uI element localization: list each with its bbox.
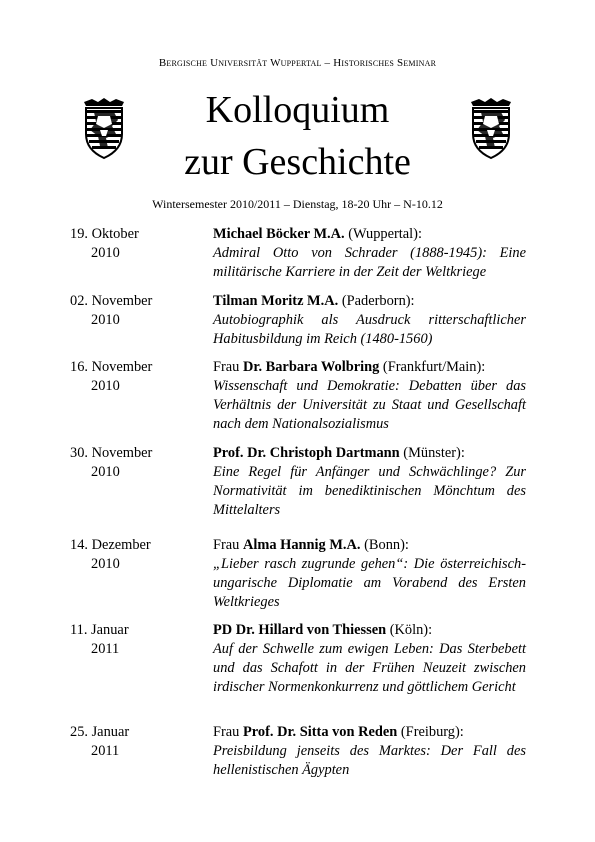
lecture-date bbox=[70, 621, 210, 659]
lecture-date bbox=[70, 444, 210, 482]
speaker-line bbox=[213, 444, 526, 463]
talk-title: Admiral Otto von Schrader (1888-1945): Eine militärische Karriere in der Zeit der Weltkriege bbox=[213, 245, 526, 280]
page-title-line-1: Kolloquium bbox=[205, 89, 390, 131]
lecture-date bbox=[70, 723, 210, 761]
institution-name: Bergische Universität Wuppertal – Historisches Seminar bbox=[158, 57, 437, 69]
lecture-date bbox=[70, 225, 210, 263]
date-day-month: 16. November bbox=[70, 359, 153, 375]
speaker-name: Alma Hannig M.A. bbox=[242, 537, 361, 553]
talk-title: Preisbildung jenseits des Marktes: Der Fall des hellenistischen Ägypten bbox=[213, 743, 526, 778]
speaker-place: (Bonn): bbox=[360, 537, 409, 553]
date-day-month: 14. Dezember bbox=[70, 537, 151, 553]
institution-header bbox=[0, 57, 595, 69]
speaker-place: (Frankfurt/Main): bbox=[379, 359, 486, 375]
date-year: 2010 bbox=[91, 556, 120, 572]
speaker-name: Prof. Dr. Christoph Dartmann bbox=[213, 445, 400, 461]
speaker-place: (Paderborn): bbox=[338, 293, 415, 309]
date-year: 2010 bbox=[91, 464, 120, 480]
speaker-line bbox=[213, 536, 526, 555]
speaker-prefix: Frau bbox=[213, 724, 243, 740]
semester-info: Wintersemester 2010/2011 – Dienstag, 18-20 Uhr – N-10.12 bbox=[152, 197, 443, 211]
lecture-date bbox=[70, 358, 210, 396]
talk-title: Autobiographik als Ausdruck ritterschaftlicher Habitusbildung im Reich (1480-1560) bbox=[213, 312, 526, 347]
talk-title: „Lieber rasch zugrunde gehen“: Die österreichisch-ungarische Diplomatie am Vorabend des Ersten Weltkrieges bbox=[213, 556, 526, 610]
date-day-month: 02. November bbox=[70, 293, 153, 309]
speaker-name: Dr. Barbara Wolbring bbox=[242, 359, 380, 375]
lecture-content bbox=[213, 723, 526, 780]
date-day-month: 11. Januar bbox=[70, 622, 129, 638]
speaker-place: (Wuppertal): bbox=[344, 226, 422, 242]
date-year: 2011 bbox=[91, 641, 120, 657]
lecture-content bbox=[213, 621, 526, 697]
lecture-content bbox=[213, 292, 526, 349]
talk-title: Wissenschaft und Demokratie: Debatten über das Verhältnis der Universität zu Staat und Gesellschaft nach dem Nationalsozialismus bbox=[213, 378, 526, 432]
lecture-content bbox=[213, 358, 526, 434]
speaker-prefix: Frau bbox=[213, 537, 243, 553]
talk-title: Eine Regel für Anfänger und Schwächlinge? Zur Normativität im benediktinischen Mönchtum des Mittelalters bbox=[213, 464, 526, 518]
date-day-month: 25. Januar bbox=[70, 724, 130, 740]
talk-title: Auf der Schwelle zum ewigen Leben: Das Sterbebett und das Schafott in der Frühen Neuzeit zwischen irdischer Normenkonkurrenz und göttlichem Gericht bbox=[213, 641, 526, 695]
date-year: 2010 bbox=[91, 378, 120, 394]
date-year: 2010 bbox=[91, 245, 120, 261]
date-day-month: 30. November bbox=[70, 445, 153, 461]
speaker-name: Prof. Dr. Sitta von Reden bbox=[242, 724, 398, 740]
speaker-name: PD Dr. Hillard von Thiessen bbox=[213, 622, 387, 638]
date-year: 2011 bbox=[91, 743, 120, 759]
speaker-name: Michael Böcker M.A. bbox=[213, 226, 345, 242]
page-title-line-2: zur Geschichte bbox=[184, 141, 411, 183]
lecture-content bbox=[213, 444, 526, 520]
speaker-prefix: Frau bbox=[213, 359, 243, 375]
speaker-name: Tilman Moritz M.A. bbox=[213, 293, 339, 309]
speaker-line bbox=[213, 621, 526, 640]
speaker-place: (Freiburg): bbox=[397, 724, 464, 740]
speaker-line bbox=[213, 292, 526, 311]
date-day-month: 19. Oktober bbox=[70, 226, 139, 242]
speaker-place: (Köln): bbox=[386, 622, 433, 638]
lecture-content bbox=[213, 225, 526, 282]
speaker-line bbox=[213, 723, 526, 742]
lecture-content bbox=[213, 536, 526, 612]
speaker-line bbox=[213, 225, 526, 244]
date-year: 2010 bbox=[91, 312, 120, 328]
lecture-date bbox=[70, 292, 210, 330]
lecture-date bbox=[70, 536, 210, 574]
speaker-place: (Münster): bbox=[399, 445, 465, 461]
speaker-line bbox=[213, 358, 526, 377]
